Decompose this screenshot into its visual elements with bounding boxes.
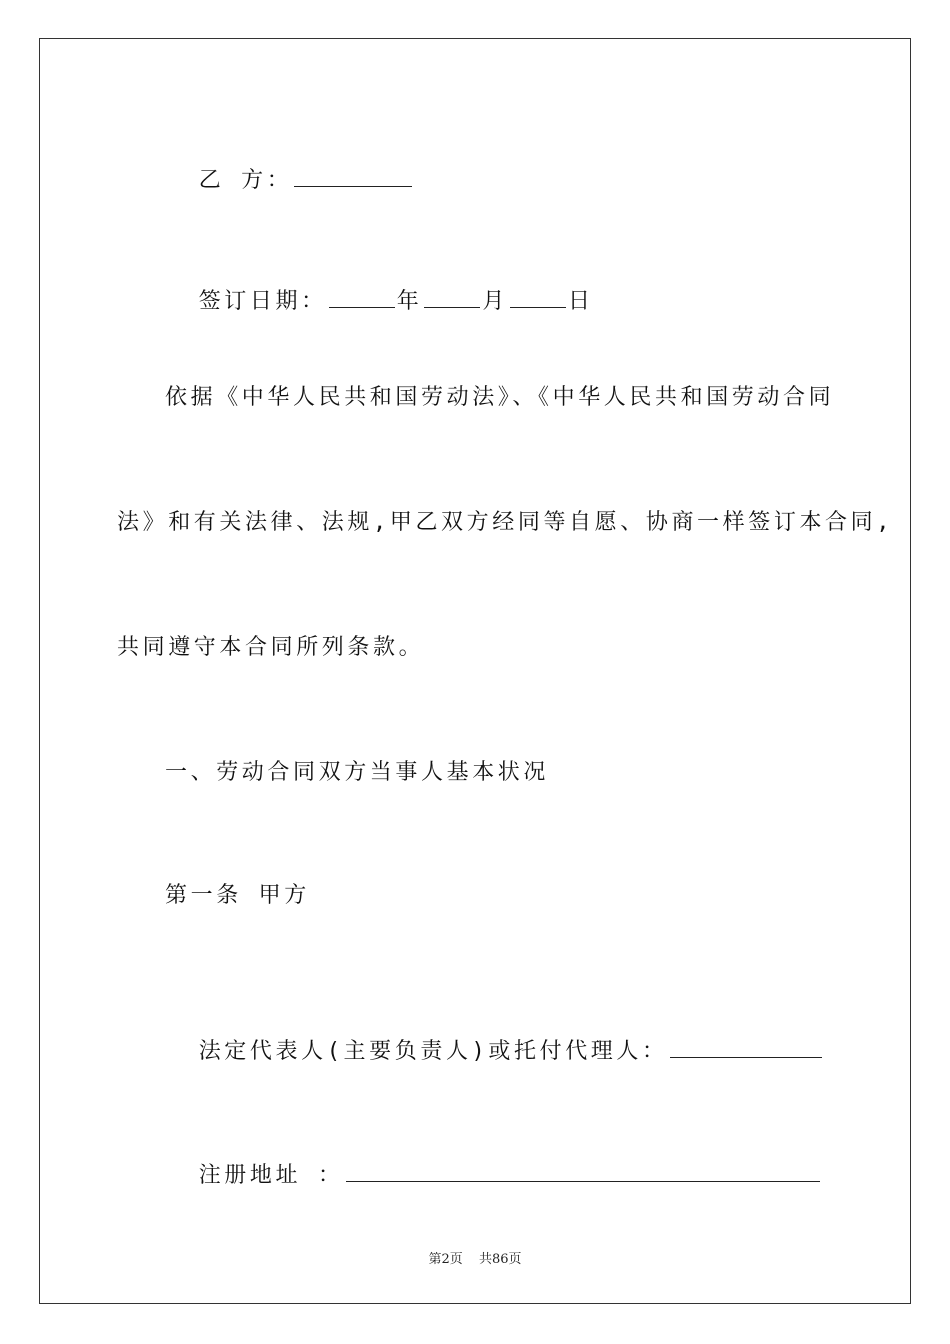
page-footer [0, 1248, 950, 1267]
preamble-line-2: 法》和有关法律、法规,甲乙双方经同等自愿、协商一样签订本合同, [117, 510, 894, 535]
party-b-line [165, 138, 414, 195]
legal-representative-label: 法定代表人(主要负责人)或托付代理人： [198, 1039, 668, 1064]
party-b-blank [294, 166, 412, 187]
day-label: 日 [567, 289, 594, 314]
signing-date-label: 签订日期： [198, 289, 327, 314]
section-1-heading: 一、劳动合同双方当事人基本状况 [165, 760, 550, 785]
page-border [39, 38, 911, 1304]
legal-representative-blank [670, 1037, 822, 1058]
registered-address-label: 注册地址 ： [198, 1163, 344, 1188]
year-blank [329, 287, 395, 308]
month-label: 月 [482, 289, 508, 314]
page-number: 第2页 [428, 1252, 463, 1267]
legal-representative-line [165, 1009, 824, 1066]
year-label: 年 [396, 289, 423, 314]
signing-date-line [165, 259, 594, 316]
registered-address-blank [346, 1161, 820, 1182]
article-1-heading: 第一条 甲方 [165, 883, 310, 908]
preamble-line-3: 共同遵守本合同所列条款。 [117, 635, 425, 660]
registered-address-line [165, 1133, 822, 1190]
day-blank [510, 287, 566, 308]
month-blank [424, 287, 480, 308]
preamble-line-1: 依据《中华人民共和国劳动法》、《中华人民共和国劳动合同 [165, 385, 835, 410]
party-b-label: 乙 方： [198, 168, 293, 193]
page-total: 共86页 [478, 1252, 522, 1267]
